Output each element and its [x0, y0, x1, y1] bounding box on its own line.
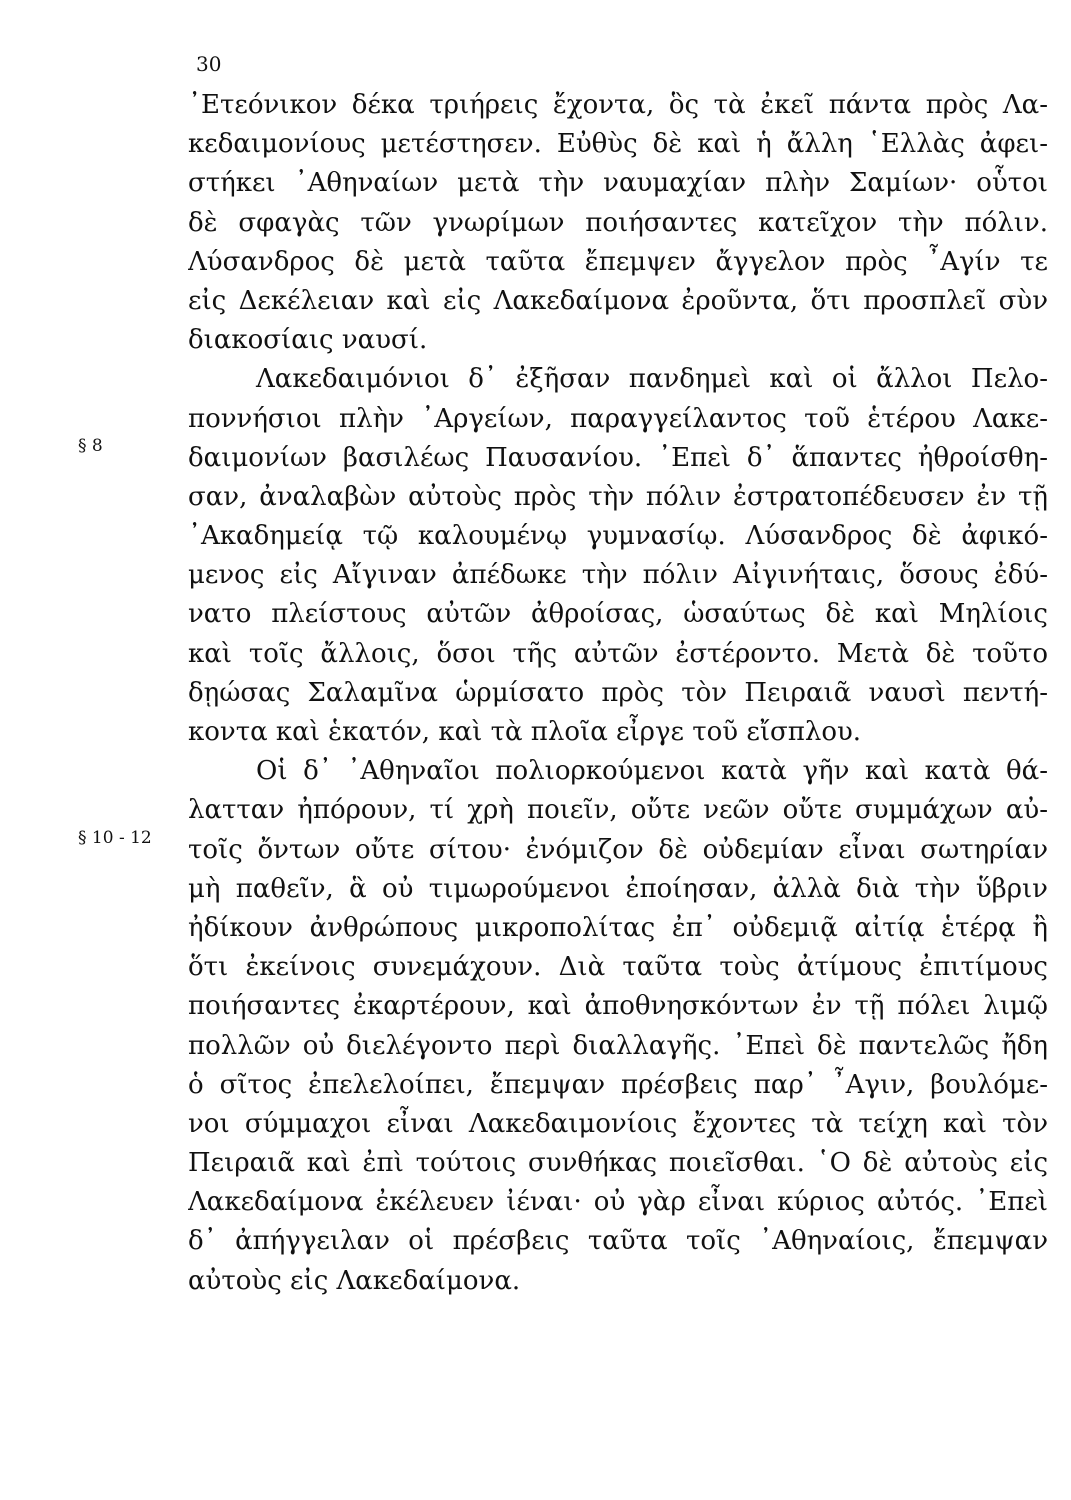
text-line: νατο πλείστους αὐτῶν ἀθροίσας, ὡσαύτως δὲ καὶ Μηλίοις [188, 599, 1048, 630]
text-line: ᾿Ετεόνικον δέκα τριήρεις ἔχοντα, ὃς τὰ ἐκεῖ πάντα πρὸς Λα- [188, 90, 1048, 120]
text-line: δῃώσας Σαλαμῖνα ὡρμίσατο πρὸς τὸν Πειραιᾶ ναυσὶ πεντή- [188, 677, 1048, 708]
text-line: Οἱ δ᾿ ᾿Αθηναῖοι πολιορκούμενοι κατὰ γῆν καὶ κατὰ θά- [256, 756, 1048, 787]
text-line: ποιήσαντες ἐκαρτέρουν, καὶ ἀποθνησκόντων ἐν τῇ πόλει λιμῷ [188, 991, 1048, 1022]
text-line: ᾿Ακαδημείᾳ τῷ καλουμένῳ γυμνασίῳ. Λύσανδρος δὲ ἀφικό- [188, 521, 1048, 552]
text-line: νοι σύμμαχοι εἶναι Λακεδαιμονίοις ἔχοντες τὰ τείχη καὶ τὸν [188, 1108, 1048, 1139]
body-text [188, 86, 1048, 1301]
text-line: Λακεδαιμόνιοι δ᾿ ἐξῆσαν πανδημεὶ καὶ οἱ ἄλλοι Πελο- [256, 364, 1048, 395]
text-line: διακοσίαις ναυσί. [188, 325, 428, 356]
text-line: κεδαιμονίους μετέστησεν. Εὐθὺς δὲ καὶ ἡ ἄλλη ῾Ελλὰς ἀφει- [188, 129, 1048, 160]
text-line: λατταν ἠπόρουν, τί χρὴ ποιεῖν, οὔτε νεῶν οὔτε συμμάχων αὐ- [188, 795, 1048, 826]
text-line: αὐτοὺς εἰς Λακεδαίμονα. [188, 1265, 521, 1296]
text-line: δαιμονίων βασιλέως Παυσανίου. ᾿Επεὶ δ᾿ ἅπαντες ἠθροίσθη- [188, 442, 1048, 473]
text-line: Λακεδαίμονα ἐκέλευεν ἰέναι· οὐ γὰρ εἶναι κύριος αὐτός. ᾿Επεὶ [188, 1187, 1048, 1218]
text-line: καὶ τοῖς ἄλλοις, ὅσοι τῆς αὐτῶν ἐστέροντο. Μετὰ δὲ τοῦτο [188, 638, 1048, 669]
text-line: μὴ παθεῖν, ἃ οὐ τιμωρούμενοι ἐποίησαν, ἀλλὰ διὰ τὴν ὕβριν [188, 873, 1048, 904]
page-number: 30 [196, 52, 222, 76]
text-line: σαν, ἀναλαβὼν αὐτοὺς πρὸς τὴν πόλιν ἐστρατοπέδευσεν ἐν τῇ [188, 481, 1048, 512]
text-line: μενος εἰς Αἴγιναν ἀπέδωκε τὴν πόλιν Αἰγινήταις, ὅσους ἐδύ- [188, 560, 1048, 591]
text-line: ὁ σῖτος ἐπελελοίπει, ἔπεμψαν πρέσβεις παρ᾿ ῏Αγιν, βουλόμε- [188, 1069, 1048, 1100]
text-line: Λύσανδρος δὲ μετὰ ταῦτα ἔπεμψεν ἄγγελον πρὸς ῏Αγίν τε [188, 246, 1048, 277]
text-line: Πειραιᾶ καὶ ἐπὶ τούτοις συνθήκας ποιεῖσθαι. ῾Ο δὲ αὐτοὺς εἰς [188, 1148, 1048, 1179]
text-line: δὲ σφαγὰς τῶν γνωρίμων ποιήσαντες κατεῖχον τὴν πόλιν. [188, 207, 1048, 238]
text-line: τοῖς ὄντων οὔτε σίτου· ἐνόμιζον δὲ οὐδεμίαν εἶναι σωτηρίαν [188, 834, 1048, 865]
text-line: ποννήσιοι πλὴν ᾿Αργείων, παραγγείλαντος τοῦ ἑτέρου Λακε- [188, 403, 1048, 434]
text-line: πολλῶν οὐ διελέγοντο περὶ διαλλαγῆς. ᾿Επεὶ δὲ παντελῶς ἤδη [188, 1030, 1048, 1061]
text-line: ὅτι ἐκείνοις συνεμάχουν. Διὰ ταῦτα τοὺς ἀτίμους ἐπιτίμους [188, 952, 1048, 983]
text-line: κοντα καὶ ἑκατόν, καὶ τὰ πλοῖα εἶργε τοῦ εἴσπλου. [188, 717, 862, 747]
section-marker-8: § 8 [78, 436, 103, 456]
text-line: εἰς Δεκέλειαν καὶ εἰς Λακεδαίμονα ἐροῦντα, ὅτι προσπλεῖ σὺν [188, 285, 1048, 316]
section-marker-10-12: § 10 - 12 [78, 828, 152, 848]
text-line: δ᾿ ἀπήγγειλαν οἱ πρέσβεις ταῦτα τοῖς ᾿Αθηναίοις, ἔπεμψαν [188, 1226, 1048, 1257]
text-line: στήκει ᾿Αθηναίων μετὰ τὴν ναυμαχίαν πλὴν Σαμίων· οὗτοι [188, 168, 1048, 199]
text-line: ἠδίκουν ἀνθρώπους μικροπολίτας ἐπ᾿ οὐδεμιᾷ αἰτίᾳ ἑτέρᾳ ἢ [188, 912, 1048, 943]
